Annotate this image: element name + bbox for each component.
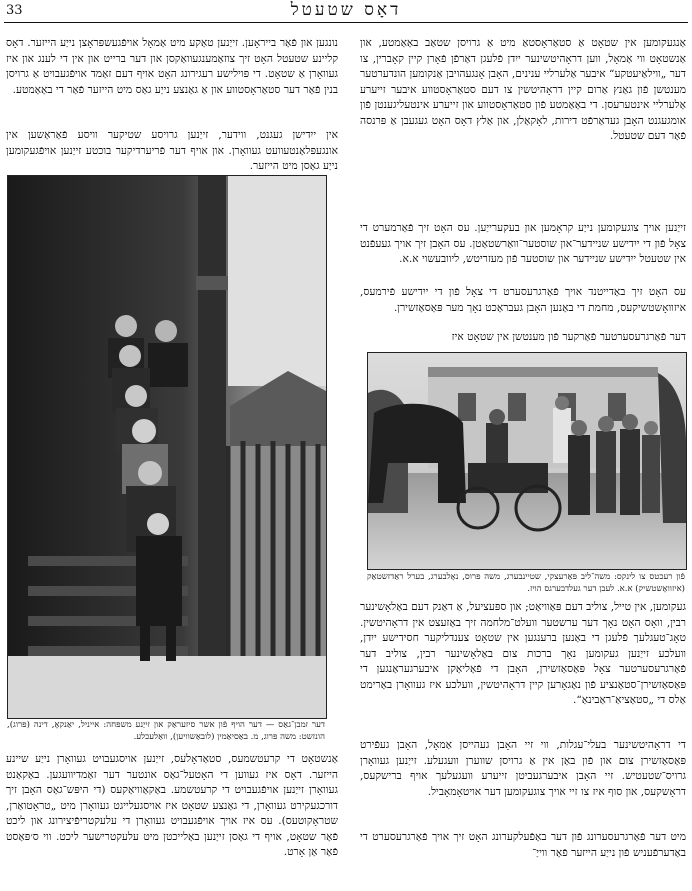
- right-col-paragraph-7: מיט דער פֿאַרגרעסערונג פֿון דער באַפֿעלקערונג האָט זיך אויך פֿאַרגרעסערט די באַדערפֿעניש פֿון נייַע הייזער פֿאַר ווייַ־: [360, 831, 686, 859]
- left-col-paragraph-1: נונגען און פֿאַר בייראָען. זייַנען טאַקע מיט אַמאָל אויפֿגעשפּראָצן נייַע הייזער. דאָס קליינע שטעטל האָט זיך צוזאַמענגעוואַקסן און דער ברייט און אין די לענג און איז געוואָרן אַ שטאָט. די פּוילישע רעגירונג האָט אויף דעם זאַמד אויפֿגעבויט אַ גרויסן בנין פֿאַר דער סטאַראָסטווע און אַ גאַנצע נייַע גאַס מיט הייזער פֿאַר די באַאַמטע.: [6, 37, 338, 96]
- right-col-paragraph-5: געקומען, אין טייל, צוליב דעם פּאַוויאַט; און ספּעציעל, אַ דאַנק דעם באַלאָשינער רבין, וואָס האָט נאָך דער ערשטער וועלט־מלחמה זיך באַזעצט אין דראָהיטשין. טאָג־טעגלעך פֿלעגן די באַנען ברענגען אין שטאָט צענדליקער חסידישע ייִדן, וועלכע זייַנען געקומען נאָך ברכות צום באַלאָשינער רבין, צוליב דער פֿאַרגרעסערטער צאָל פּאַסאַזשירן, האָבן די פֿאַליאַקן איבערגעראַנגען די פּאַסאַזשירן־סטאַנציע פֿון נאַגאָרען קיין דראָהיטשין, וועלכע איז געוואָרן באַרימט אַלס די „סטאַציאַ־ראַבינאַ“.: [360, 601, 686, 706]
- left-col-paragraph-3: אַנשטאָט די קרעטשמעס, סטאַדאָלעס, זייַנען אויסגעבויט געוואָרן נייַע שיינע הייזער. דאָס איז געווען די האָטעל־גאַס אונטער דער זאַמדיוועגען. באַקאַנט געוואָרן זייַנען אויפֿגעבויט די קרעטשמע. באַקאַוויאַקעס (די היפּש־גאַס האָבן זיך דורכגעקירט געוואָרן, די גאַנצע שטאָט איז אויסגעלייגט געוואָרן מיט „טראָטואַרן, שטראָקוטעס). עס איז אויך אויפֿגעבויט געוואָרן די עלעקטריפֿיצירונג און ליכט פֿאַר שטאָט, אויף די גאַסן זייַנען באַלייכטן מיט עלעקטרישער ליכט. ווי ס׳פּאַסט פֿאַר אַן אָרט.: [6, 753, 338, 858]
- right-photo-caption: פֿון רעכטס צו לינקס: משה־ליב פּאַרעצקי, שטיינבערג, משה פּרוס, נאָלבערג, בערל ראַדזשטאַק (איזוואָשטשיק) א.א. לעבן דער געלדבערגס הויז.: [367, 572, 685, 594]
- left-col-paragraph-2: אין ייִדישן געגנט, ווידער, זייַנען גרויסע שטיקער וויסע פֿאַראַשען אין אונגעפּלאַנטעוועט געוואָרן. און אויף דער פֿריערדיקער בוכטע זייַנען אויפֿגעקומען נייַע גאַסן מיט הייזער.: [6, 129, 338, 172]
- right-col-paragraph-3: עס האָט זיך באַדייטנד אויך פֿאַרגרעסערט די צאָל פֿון די ייִדישע פֿירמעס, איזוואָשטשיקעס, מחמת די באַנען האָבן געבראַכט נאָך מער פּאַסאַזשירן.: [360, 286, 686, 314]
- page-number: 33: [6, 3, 23, 18]
- family-staircase-photo: [7, 175, 327, 719]
- right-col-paragraph-1: אַנגעקומען אין שטאָט אַ סטאַראָסטאַ מיט אַ גרויסן שטאַב באַאַמטע, און אַנשטאָט ווי אַמאָל, ווען דראָהיטשינער ייִדן פֿלעגן דאַרפֿן פֿאָרן קיין קאָברין, צו דער „ווילאַיעטקע“ איבער אַלערליי ענינים, האָבן אָנגעהויבן אַנקומען הונדערטער מענטשן פֿון גאַנץ אַרום קיין דראָהיטשין צו דעם סטאַראָסטווע איבער זייערע אַלערליי אינטערעסן. די באַאַמטע פֿון סטאַראָסטווע און זייערע אינטעליגענטן פֿון אומגעגנט האָבן געדאַרפֿט דירות, לאָקאַלן, און אַלץ דאָס האָט געגעבן אַ פּרנסה פֿאַר דעם שטעטל.: [360, 37, 686, 142]
- right-col-paragraph-6: די דראָהיטשינער בעלי־עגלות, ווי זיי האָבן געהייסן אַמאָל, האָבן געפֿירט פּאַסאַזשירן צום און פֿון באַן אין אַ גרויסן שווערן וועגעלע. זייַנען געוואָרן גרויס־שטעטיש. זיי האָבן איבערגעביטן זייערע וועגעלעך אויף ברישקעס, דראָשקעס, און סוף איז צו זיי אויך צוגעקומען דער אויטאָמאָביל.: [360, 739, 686, 798]
- header-rule: [4, 22, 688, 23]
- running-header: [0, 0, 692, 24]
- right-col-paragraph-2: זייַנען אויך צוגעקומען נייַע קראָמען און בעקערייַען. עס האָט זיך פֿאַרמערט די צאָל פֿון די ייִדישע שניידער־און שוסטער־וואַרשטאַטן. עס האָבן זיך אויך געעפֿנט אין שטעטל ייִדישע שניידער און שוסטער פֿון מעזריטש, ליוובעשוי א.א.: [360, 222, 686, 265]
- left-photo-caption: דער זמבן־גאַס — דער הויף פֿון אשר סיזעראַק און זייַנע משפּחה: אייניל, יאַנקאָ, דינה (פּרוג), הונזשט: משה פּרוג, מ. באַסיאַמין (לובאַשוויען), וואַלעכלע.: [7, 720, 325, 742]
- right-col-paragraph-4: דער פֿאַרגרעסערטער פֿאַרקער פֿון מענטשן אין שטאָט איז: [451, 331, 686, 343]
- street-carriage-photo: [367, 352, 687, 570]
- family-staircase-photo-drawing: [8, 176, 326, 718]
- running-title: דאָס שטעטל: [290, 0, 402, 20]
- street-carriage-photo-drawing: [368, 353, 686, 569]
